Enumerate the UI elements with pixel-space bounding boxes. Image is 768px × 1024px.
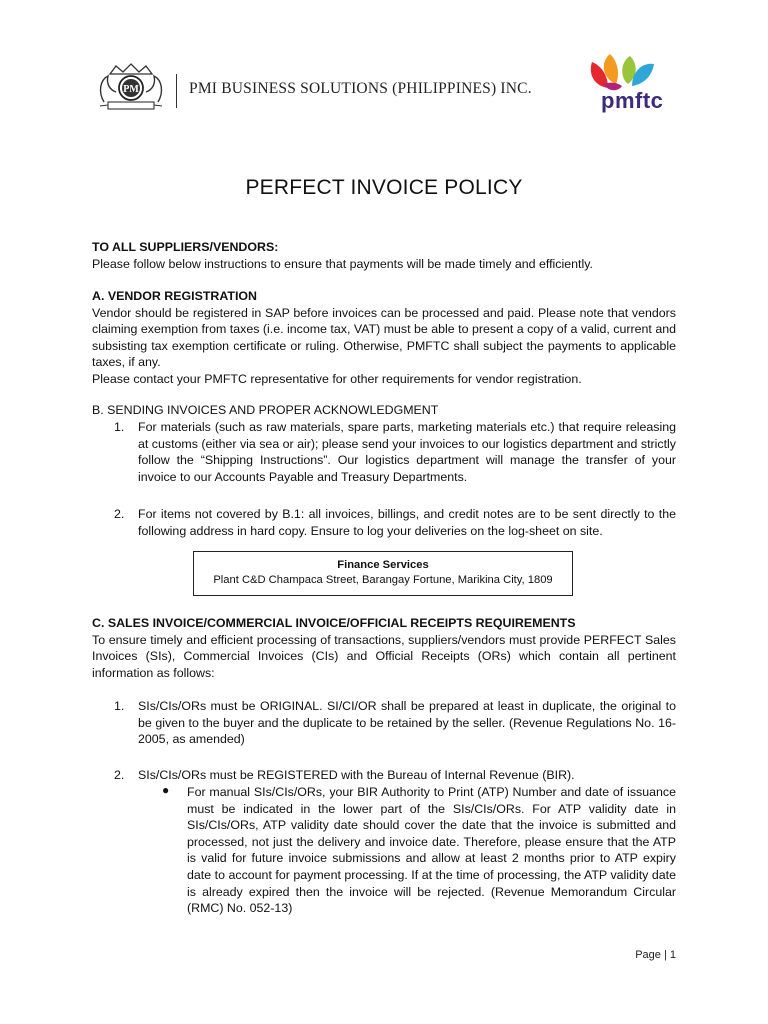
page-title: PERFECT INVOICE POLICY [245,176,523,199]
section-a-para2: Please contact your PMFTC representative for other requirements for vendor registration. [92,371,582,386]
intro-heading: TO ALL SUPPLIERS/VENDORS: [92,240,279,254]
page-number: Page | 1 [635,949,676,961]
section-b-item-2-number: 2. [114,507,125,521]
section-c [92,615,676,681]
section-a-heading: A. VENDOR REGISTRATION [92,289,257,303]
section-c-bullet-text: For manual SIs/CIs/ORs, your BIR Authority to Print (ATP) Number and date of issuance must be indicated in the lower part of the SIs/CIs/ORs. For ATP validity date in SIs/CIs/ORs, ATP validity date should cover the date that the invoice is submitted and processed, not just the delivery and invoice date. Therefore, please ensure that the ATP is valid for future invoice submissions and allow at least 2 months prior to ATP expiry date to account for payment processing. If at the time of processing, the ATP validity date is already expired then the invoice will be rejected. (Revenue Memorandum Circular (RMC) No. 052-13) [187,785,676,916]
section-c-item-1-text: SIs/CIs/ORs must be ORIGINAL. SI/CI/OR shall be prepared at least in duplicate, the original to be given to the buyer and the duplicate to be retained by the seller. (Revenue Regulations No. 16-2005, as amended) [138,699,676,747]
section-c-item-1-number: 1. [114,699,125,713]
section-c-item-2-text: SIs/CIs/ORs must be REGISTERED with the Bureau of Internal Revenue (BIR). [138,768,575,782]
section-c-item-2-number: 2. [114,768,125,782]
section-c-intro: To ensure timely and efficient processing of transactions, suppliers/vendors must provide PERFECT Sales Invoices (SIs), Commercial Invoices (CIs) and Official Receipts (ORs) which contain all pertinent information as follows: [92,632,676,680]
section-c-heading: C. SALES INVOICE/COMMERCIAL INVOICE/OFFICIAL RECEIPTS REQUIREMENTS [92,616,576,630]
bullet-icon: ● [162,783,170,797]
section-a-para1: Vendor should be registered in SAP before invoices can be processed and paid. Please note that vendors claiming exemption from taxes (i.e. income tax, VAT) must be able to present a copy of a valid, current and subsisting tax exemption certificate or ruling. Otherwise, PMFTC shall subject the payments to applicable taxes, if any. [92,305,676,370]
company-name: PMI BUSINESS SOLUTIONS (PHILIPPINES) INC. [189,80,532,97]
intro-text: Please follow below instructions to ensure that payments will be made timely and efficiently. [92,256,593,271]
section-b-item-2-text: For items not covered by B.1: all invoices, billings, and credit notes are to be sent directly to the following address in hard copy. Ensure to log your deliveries on the log-sheet on site. [138,507,676,538]
header-separator [176,74,177,108]
pm-crest-logo [96,62,166,114]
section-a [92,288,676,388]
intro-section [92,239,676,272]
section-b-item-1-number: 1. [114,420,125,434]
svg-text:PM: PM [123,84,139,95]
address-line: Plant C&D Champaca Street, Barangay Fortune, Marikina City, 1809 [213,574,553,586]
section-b-item-1-text: For materials (such as raw materials, spare parts, marketing materials etc.) that require releasing at customs (either via sea or air); please send your invoices to our logistics department and strictly follow the “Shipping Instructions”. Our logistics department will manage the transfer of your invoice to our Accounts Payable and Treasury Departments. [138,420,676,484]
finance-address-box [193,551,573,596]
address-title: Finance Services [337,559,429,571]
section-b-heading: B. SENDING INVOICES AND PROPER ACKNOWLEDGMENT [92,403,439,417]
pmftc-wordmark: pmftc [601,88,664,113]
